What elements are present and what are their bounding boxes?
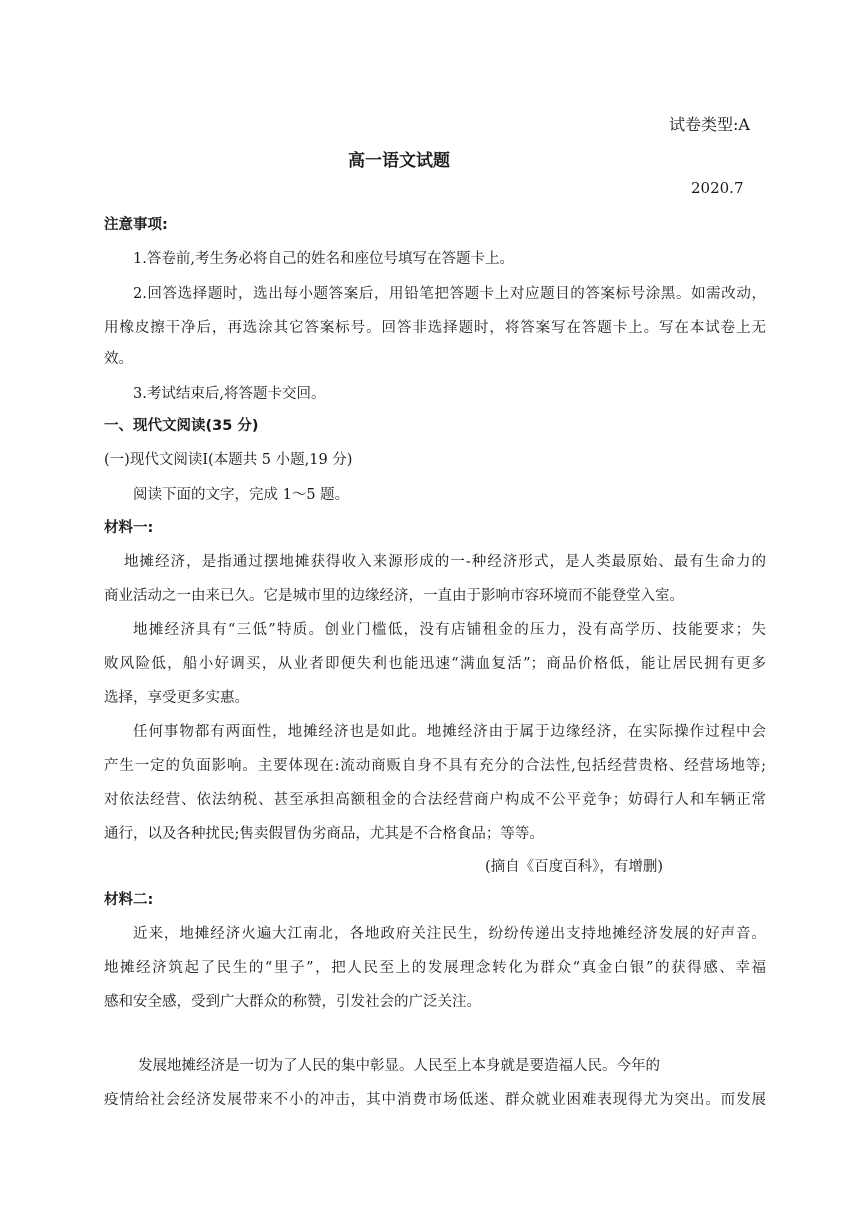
material-2-para-1-line-3: 感和安全感，受到广大群众的称赞，引发社会的广泛关注。 bbox=[104, 994, 481, 1010]
notice-item-2-line-2: 用橡皮擦干净后，再选涂其它答案标号。回答非选择题时，将答案写在答题卡上。写在本试卷上无 bbox=[104, 320, 766, 336]
material-1-heading: 材料一: bbox=[104, 520, 154, 536]
material-1-para-2-line-2: 败风险低，船小好调买，从业者即便失利也能迅速“满血复活”；商品价格低，能让居民拥有更多 bbox=[104, 656, 766, 672]
material-2-heading: 材料二: bbox=[104, 892, 154, 908]
material-2-para-1-line-1: 近来，地摊经济火遍大江南北，各地政府关注民生，纷纷传递出支持地摊经济发展的好声音。 bbox=[133, 926, 766, 942]
material-1-para-2-line-1: 地摊经济具有“三低”特质。创业门槛低，没有店铺租金的压力，没有高学历、技能要求；失 bbox=[133, 622, 766, 638]
section-1-heading: 一、现代文阅读(35 分) bbox=[104, 418, 259, 434]
material-2-para-2-line-2: 疫情给社会经济发展带来不小的冲击，其中消费市场低迷、群众就业困难表现得尤为突出。而发展 bbox=[104, 1092, 766, 1108]
notice-item-2-line-3: 效。 bbox=[104, 351, 133, 367]
material-1-para-3-line-1: 任何事物都有两面性，地摊经济也是如此。地摊经济由于属于边缘经济，在实际操作过程中会 bbox=[133, 724, 766, 740]
material-1-para-3-line-4: 通行，以及各种扰民;售卖假冒伪劣商品，尤其是不合格食品；等等。 bbox=[104, 826, 544, 842]
material-2-para-1-line-2: 地摊经济筑起了民生的“里子”，把人民至上的发展理念转化为群众“真金白银”的获得感、幸福 bbox=[104, 960, 766, 976]
page-title: 高一语文试题 bbox=[348, 151, 450, 171]
exam-date: 2020.7 bbox=[691, 179, 744, 197]
section-1-subheading: (一)现代文阅读Ⅰ(本题共 5 小题,19 分) bbox=[104, 452, 353, 468]
material-1-para-1-line-2: 商业活动之一由来已久。它是城市里的边缘经济，一直由于影响市容环境而不能登堂入室。 bbox=[104, 588, 684, 604]
material-1-para-2-line-3: 选择，享受更多实惠。 bbox=[104, 690, 249, 706]
notice-item-3: 3.考试结束后,将答题卡交回。 bbox=[133, 386, 326, 402]
material-2-para-2-line-1: 发展地摊经济是一切为了人民的集中彰显。人民至上本身就是要造福人民。今年的 bbox=[138, 1058, 660, 1074]
material-1-source: (摘自《百度百科》，有增删) bbox=[485, 859, 664, 875]
paper-type-label: 试卷类型:A bbox=[669, 115, 750, 134]
material-1-para-3-line-3: 对依法经营、依法纳税、甚至承担高额租金的合法经营商户构成不公平竞争；妨碍行人和车辆正常 bbox=[104, 792, 766, 808]
notice-heading: 注意事项: bbox=[104, 217, 168, 233]
notice-item-2-line-1: 2.回答选择题时，选出每小题答案后，用铅笔把答题卡上对应题目的答案标号涂黑。如需改动， bbox=[133, 286, 766, 302]
notice-item-1: 1.答卷前,考生务必将自己的姓名和座位号填写在答题卡上。 bbox=[133, 251, 514, 267]
material-1-para-3-line-2: 产生一定的负面影响。主要体现在:流动商贩自身不具有充分的合法性,包括经营贵格、经营场地等; bbox=[104, 758, 766, 774]
material-1-para-1-line-1: 地摊经济，是指通过摆地摊获得收入来源形成的一-种经济形式，是人类最原始、最有生命力的 bbox=[124, 554, 766, 570]
section-1-instruction: 阅读下面的文字，完成 1～5 题。 bbox=[133, 487, 350, 503]
